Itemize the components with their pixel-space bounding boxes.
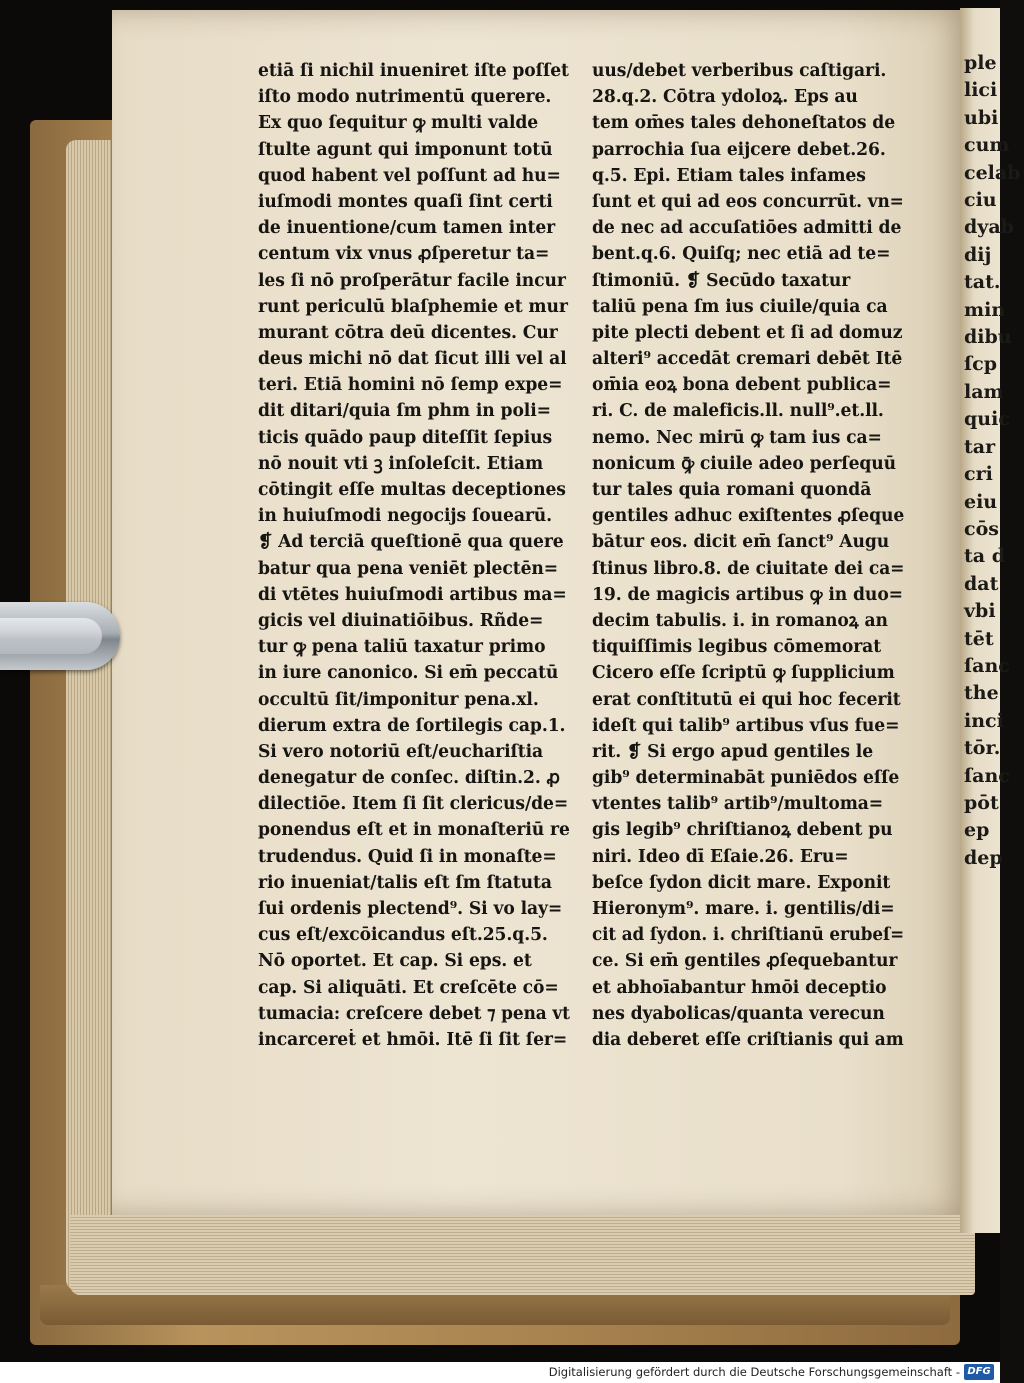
facing-page-fragment: dibu [964, 326, 1012, 349]
left-column-line: cap. Si aliquāti. Et creſcēte cō= [258, 977, 559, 998]
right-column-line: Cicero eſſe ſcriptū ꝙ ſupplicium [592, 663, 895, 684]
facing-page-fragment: dat [964, 572, 999, 595]
facing-page-fragment: ſcp [964, 353, 998, 376]
right-column-line: dia deberet eſſe criſtianis qui am [592, 1029, 904, 1050]
right-column-line: ſunt et qui ad eos concurrūt. vn= [592, 191, 904, 212]
facing-page-fragment: cōs [964, 517, 999, 540]
footer-credit-text: Digitalisierung gefördert durch die Deutsche Forschungsgemeinschaft - [548, 1365, 960, 1379]
left-column-line: dit ditari/quia ſm phm in poli= [258, 401, 551, 422]
right-column-line: 28.q.2. Cōtra ydoloꝝ. Eps au [592, 87, 858, 108]
right-column-line: decim tabulis. i. in romanoꝝ an [592, 610, 888, 631]
left-column-line: ticis quādo paup diteſſit ſepius [258, 427, 553, 448]
facing-page-fragment: dep [964, 846, 1003, 869]
right-column-line: bent.q.6. Quiſq; nec etiā ad te= [592, 244, 891, 265]
left-column-line: gicis vel diuinatiōibus. Rñde= [258, 610, 544, 631]
left-column-line: iſto modo nutrimentū querere. [258, 87, 552, 108]
left-column-line: in huiuſmodi negocijs ſouearū. [258, 506, 553, 527]
right-column-line: ſtinus libro.8. de ciuitate dei ca= [592, 558, 905, 579]
right-column-line: alteri⁹ accedāt cremari debēt Itē [592, 349, 903, 370]
right-column-line: erat conſtitutū ei qui hoc fecerit [592, 689, 901, 710]
right-column-line: uus/debet verberibus caſtigari. [592, 61, 887, 81]
right-column-line: ri. C. de maleficis.ll. null⁹.et.ll. [592, 401, 884, 422]
left-column-line: nō nouit vti ꝫ inſoleſcit. Etiam [258, 453, 544, 474]
facing-page-fragment: cum [964, 134, 1010, 157]
facing-page-fragment: ſanc [964, 654, 1010, 677]
left-column-line: in iure canonico. Si em̄ peccatū [258, 663, 559, 684]
left-column-line: de inuentione/cum tamen inter [258, 218, 556, 239]
facing-page-fragment: lam [964, 380, 1004, 403]
facing-page-fragment: tar [964, 435, 996, 458]
left-column-line: ſtulte agunt qui imponunt totū [258, 139, 553, 160]
facing-page-fragment: tat. [964, 271, 1001, 294]
right-column-line: ſtimoniū. ❡ Secūdo taxatur [592, 270, 851, 291]
facing-page-fragment: vbi [964, 600, 996, 623]
right-column-line: niri. Ideo dī Eſaie.26. Eru= [592, 846, 849, 867]
left-column-line: etiā ſi nichil inueniret iſte poſſet [258, 61, 569, 81]
facing-page-fragment: ep [964, 819, 990, 842]
left-column-line: ❡ Ad terciā queſtionē qua quere [258, 532, 564, 553]
facing-page-fragment: ciu [964, 189, 997, 212]
left-column-line: ſui ordenis plectend⁹. Si vo lay= [258, 899, 563, 919]
right-column-line: beſce ſydon dicit mare. Exponit [592, 872, 891, 893]
left-column-line: rio inueniat/talis eſt ſm ſtatuta [258, 872, 552, 893]
left-column-line: ponendus eſt et in monaſteriū re [258, 820, 570, 841]
left-column-line: dilectiōe. Item ſi ſit clericus/de= [258, 794, 569, 815]
left-column-line: quod habent vel poſſunt ad hu= [258, 165, 561, 186]
left-column-line: centum vix vnus ꝓſperetur ta= [258, 244, 550, 265]
facing-page-fragment: min [964, 298, 1006, 321]
right-column-line: nes dyabolicas/quanta verecun [592, 1003, 885, 1024]
left-column-line: tumacia: creſcere debet ⁊ pena vt [258, 1003, 570, 1024]
left-column-line: les ſi nō proſperātur facile incur [258, 270, 566, 291]
left-column-line: trudendus. Quid ſi in monaſte= [258, 846, 557, 867]
page-block-left-edge [66, 140, 111, 1290]
facing-page-fragment: pōt [964, 791, 999, 814]
facing-page-fragment: dyab [964, 216, 1014, 239]
right-column-line: pite plecti debent et ſi ad domuz [592, 322, 903, 343]
facing-page-fragment: ſanc [964, 764, 1010, 787]
right-column-line: gib⁹ determinabāt puniēdos eſſe [592, 768, 900, 789]
left-column-line: incarcereṫ et hmōi. Itē ſi ſit ſer= [258, 1029, 568, 1050]
right-column-line: vtentes talib⁹ artib⁹/multoma= [592, 794, 884, 815]
right-column-line: tem om̄es tales dehoneſtatos de [592, 113, 896, 134]
facing-page-fragment: cri [964, 463, 993, 486]
right-column-line: 19. de magicis artibus ꝙ in duo= [592, 584, 903, 605]
facing-page-fragment: eiu [964, 490, 998, 513]
right-column-line: et abhoīabantur hmōi deceptio [592, 977, 887, 998]
left-column-line: tur ꝙ pena taliū taxatur primo [258, 637, 546, 658]
left-column-line: cōtingit eſſe multas deceptiones [258, 480, 566, 500]
left-column-line: batur qua pena veniēt plectēn= [258, 558, 559, 579]
right-column-line: bātur eos. dicit em̄ ſanct⁹ Augu [592, 532, 890, 553]
right-column-line: Hieronym⁹. mare. i. gentilis/di= [592, 899, 895, 919]
right-column-line: parrochia ſua eijcere debet.26. [592, 139, 886, 160]
left-column-line: Ex quo ſequitur ꝙ multi valde [258, 113, 539, 134]
right-column-line: gentiles adhuc exiſtentes ꝓſeque [592, 506, 905, 527]
dfg-logo: DFG [964, 1364, 994, 1380]
text-column-left [258, 58, 576, 1053]
right-column-line: nemo. Nec mirū ꝙ tam ius ca= [592, 427, 882, 448]
facing-page-fragment: quic [964, 408, 1010, 431]
left-column-line: denegatur de conſec. diſtin.2. ꝓ [258, 768, 560, 789]
right-column-line: om̄ia eoꝝ bona debent publica= [592, 375, 892, 396]
facing-page-fragment: ple [964, 52, 997, 74]
facing-page-fragment: lici [964, 79, 998, 102]
facing-page-fragment: ubi [964, 106, 999, 129]
left-column-line: occultū ſit/imponitur pena.xl. [258, 689, 539, 710]
facing-page-fragment: the [964, 682, 999, 705]
left-column-line: deus michi nō dat ſicut illi vel al [258, 349, 567, 370]
right-column-line: q.5. Epi. Etiam tales infames [592, 165, 866, 186]
book-clip-highlight [0, 618, 102, 654]
page-block-bottom-edge [70, 1215, 975, 1295]
left-column-line: dierum extra de ſortilegis cap.1. [258, 715, 566, 736]
right-column-line: ideſt qui talib⁹ artibus vſus fue= [592, 715, 900, 736]
right-column-line: nonicum ꝙ̄ ciuile adeo perſequū [592, 453, 897, 474]
footer-bar [0, 1362, 1000, 1383]
facing-page-fragment: tōr. [964, 737, 1001, 760]
left-column-line: cus eſt/excōicandus eſt.25.q.5. [258, 925, 548, 946]
right-column-line: rit. ❡ Si ergo apud gentiles le [592, 741, 874, 762]
right-column-line: taliū pena ſm ius ciuile/quia ca [592, 296, 888, 317]
left-column-line: iuſmodi montes quaſi ſint certi [258, 191, 553, 212]
left-column-line: teri. Etiā homini nō ſemp expe= [258, 375, 563, 396]
right-column-line: gis legib⁹ chriſtianoꝝ debent pu [592, 820, 893, 841]
right-column-line: ce. Si em̄ gentiles ꝓſequebantur [592, 951, 898, 972]
right-column-line: de nec ad accuſatiōes admitti de [592, 218, 902, 239]
left-column-line: runt periculū blaſphemie et mur [258, 296, 568, 317]
left-column-line: Nō oportet. Et cap. Si eps. et [258, 951, 532, 972]
facing-page-text [964, 50, 1024, 872]
left-column-line: di vtētes huiuſmodi artibus ma= [258, 584, 567, 605]
facing-page-edge [960, 8, 1021, 1233]
facing-page-fragment: ta d [964, 545, 1005, 568]
facing-page-fragment: celab [964, 161, 1021, 184]
left-column-line: murant cōtra deū dicentes. Cur [258, 322, 558, 343]
text-column-right [592, 58, 910, 1053]
left-column-line: Si vero notoriū eſt/euchariſtia [258, 741, 544, 762]
right-column-line: tur tales quia romani quondā [592, 480, 872, 500]
facing-page-fragment: tēt [964, 627, 994, 650]
facing-page-fragment: dij [964, 243, 992, 266]
right-column-line: cit ad ſydon. i. chriſtianū erubeſ= [592, 925, 905, 946]
right-column-line: tiquiſſimis legibus cōmemorat [592, 637, 882, 658]
facing-page-fragment: inci [964, 709, 1004, 732]
